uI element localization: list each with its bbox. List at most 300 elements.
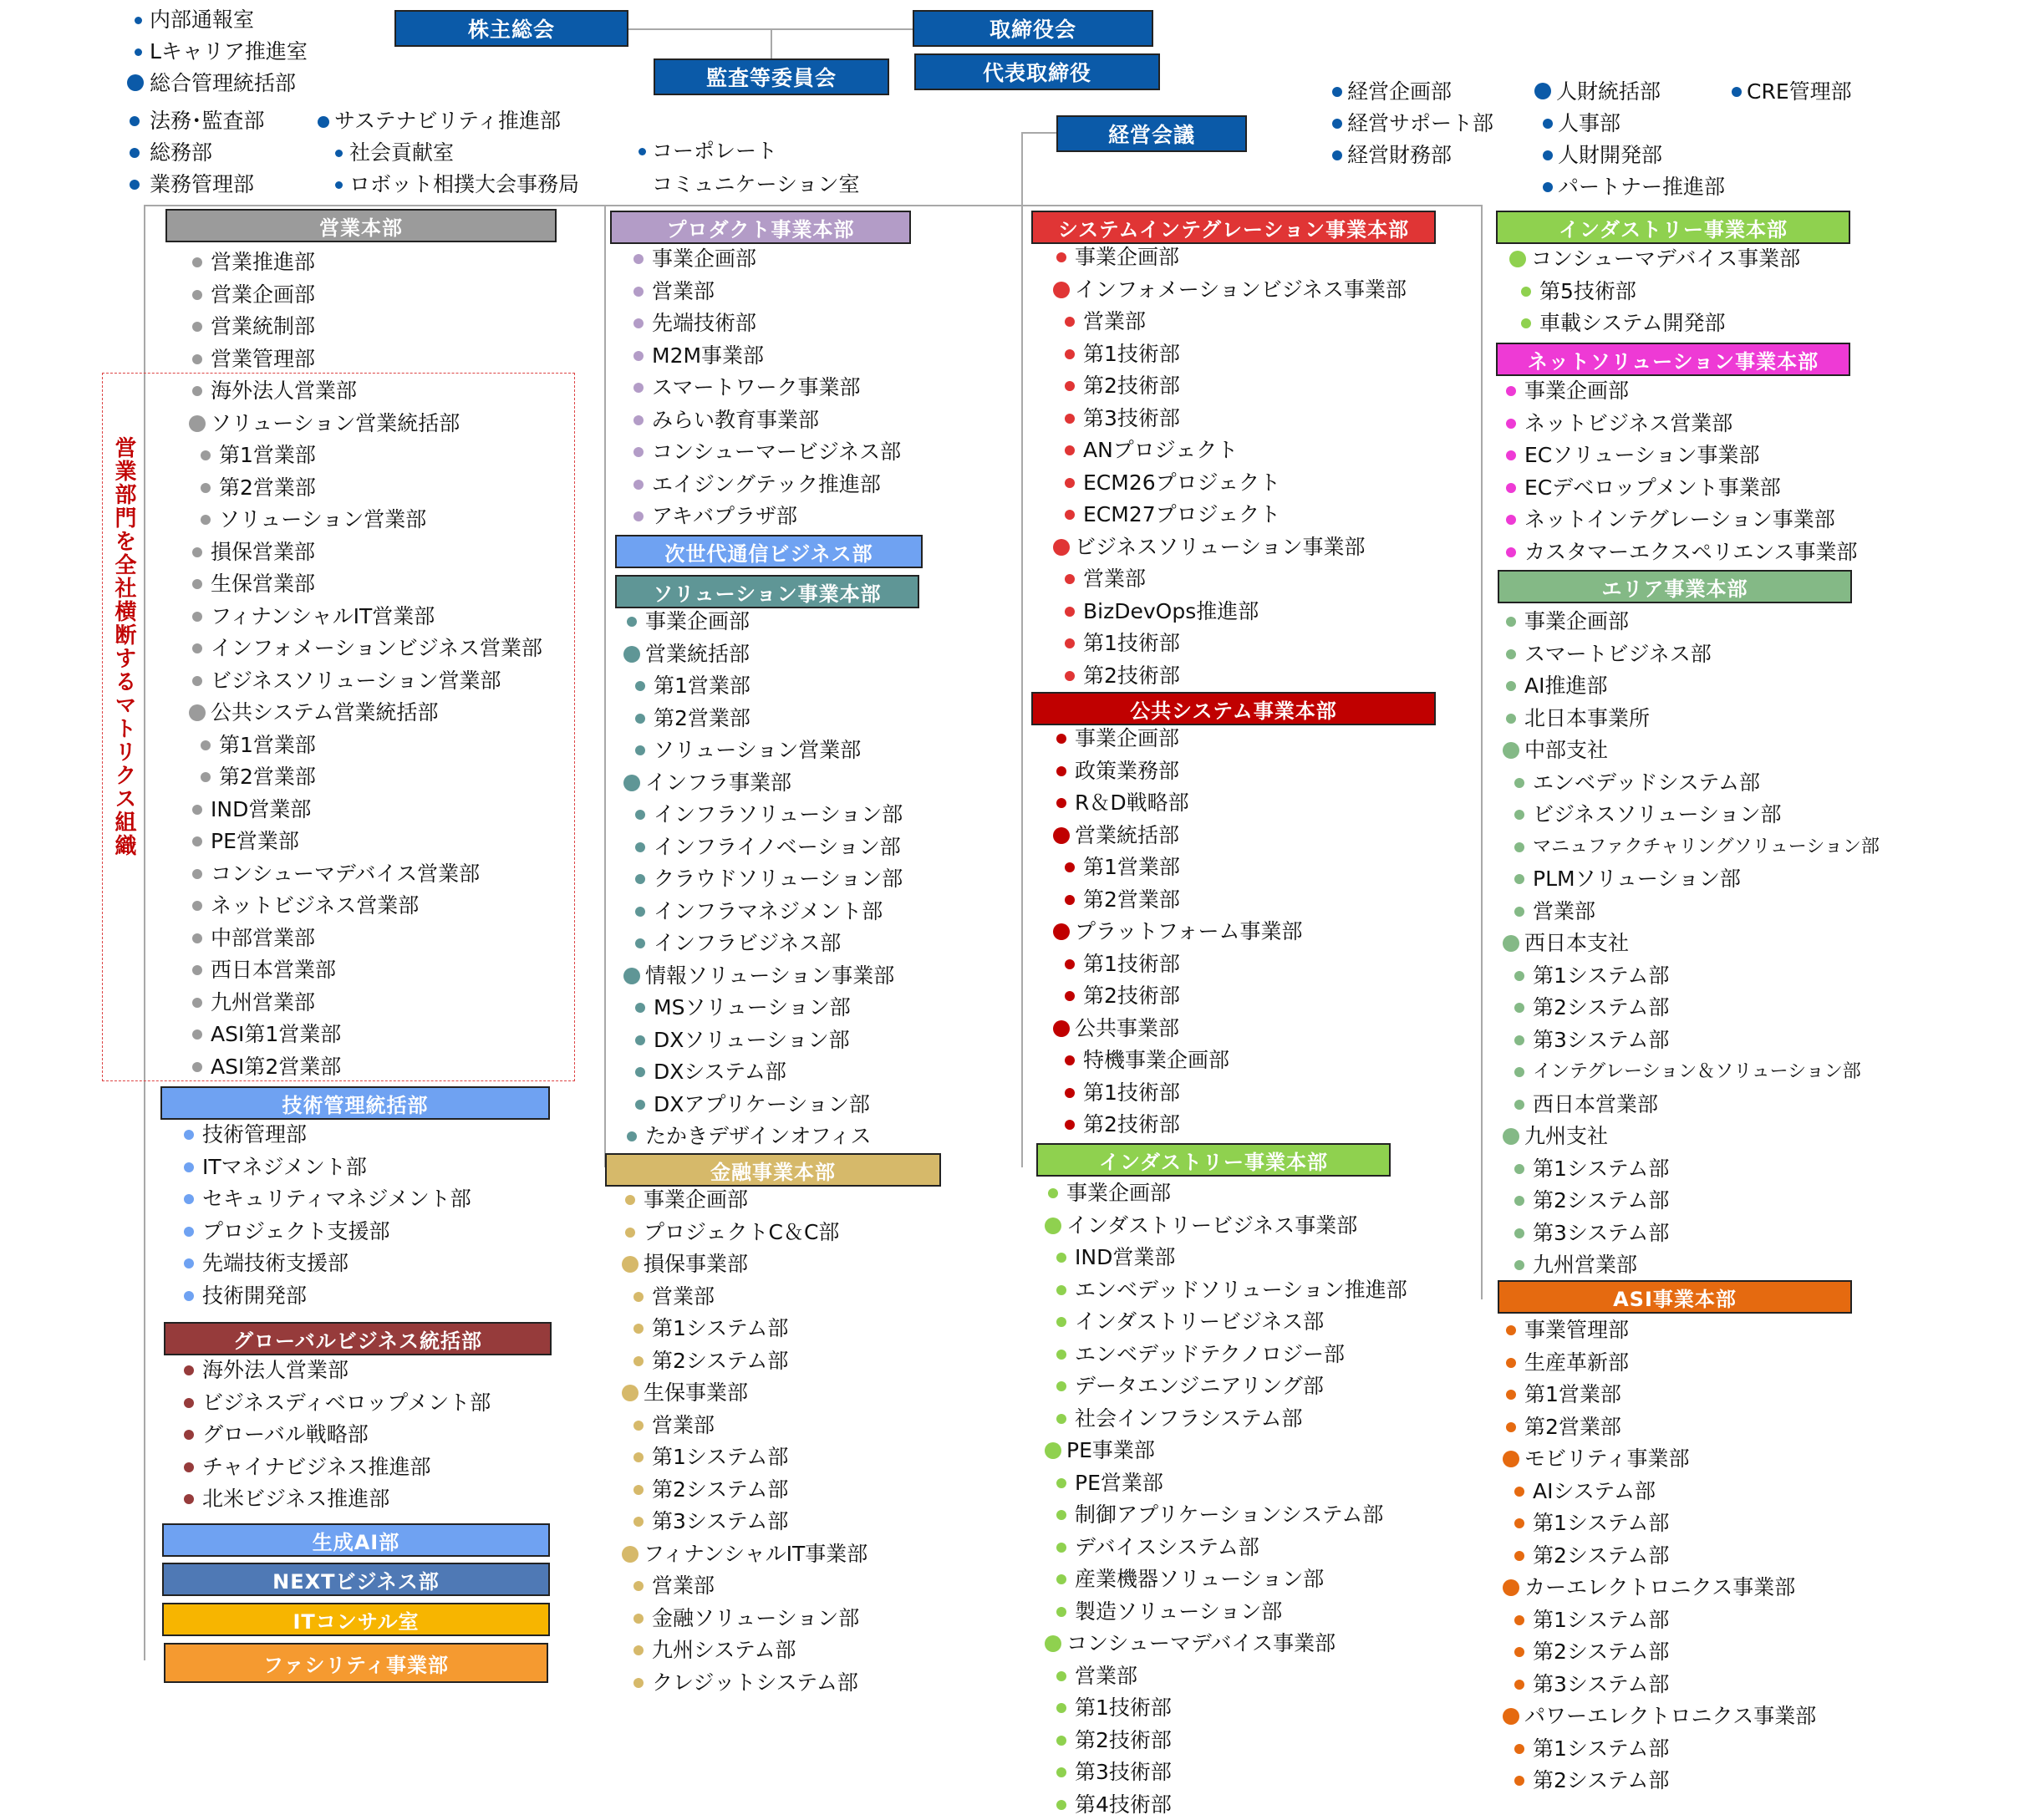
org-unit: インフォメーションビジネス営業部 — [211, 636, 543, 660]
org-unit: 特機事業企画部 — [1083, 1048, 1230, 1072]
header-industry2: インダストリー事業本部 — [1496, 211, 1850, 244]
org-unit: クラウドソリューション部 — [654, 867, 903, 891]
item-dot — [192, 386, 202, 396]
staff-item: 人財統括部 — [1556, 79, 1661, 104]
header-asi: ASI事業本部 — [1498, 1280, 1852, 1314]
org-unit: 第1システム部 — [1533, 1511, 1670, 1535]
item-dot — [192, 901, 202, 911]
matrix-label: 営業部門を全社横断するマトリクス組織 — [111, 436, 136, 857]
item-dot — [1503, 1708, 1519, 1725]
org-unit: 車載システム開発部 — [1539, 311, 1726, 335]
item-dot — [1514, 778, 1524, 788]
org-unit: 第5技術部 — [1539, 278, 1636, 303]
item-dot — [1521, 287, 1531, 297]
item-dot — [1514, 1487, 1524, 1497]
org-unit: ECM26プロジェクト — [1083, 470, 1281, 495]
org-unit: 産業機器ソリューション部 — [1075, 1567, 1325, 1591]
item-dot — [1506, 617, 1516, 627]
item-dot — [1056, 1478, 1066, 1488]
org-unit: モビリティ事業部 — [1524, 1446, 1690, 1471]
org-unit: 営業部 — [1083, 567, 1147, 591]
item-dot — [1514, 1776, 1524, 1786]
org-unit: 社会インフラシステム部 — [1075, 1406, 1303, 1431]
connector-top-vertical — [771, 28, 772, 58]
org-unit: インフラ事業部 — [645, 770, 792, 795]
org-unit: チャイナビジネス推進部 — [202, 1454, 431, 1479]
org-unit: 海外法人営業部 — [202, 1358, 349, 1382]
item-dot — [635, 745, 645, 755]
staff-item: 法務･監査部 — [150, 109, 265, 133]
staff-dot — [1543, 150, 1553, 160]
item-dot — [633, 318, 644, 328]
item-dot — [1056, 1543, 1066, 1553]
header-jisedai: 次世代通信ビジネス部 — [615, 535, 923, 568]
item-dot — [1509, 251, 1526, 267]
item-dot — [1065, 445, 1075, 455]
org-unit: 第2技術部 — [1083, 1112, 1180, 1136]
org-unit: 西日本営業部 — [1533, 1091, 1659, 1116]
org-unit: PE営業部 — [211, 829, 299, 853]
item-dot — [1056, 1414, 1066, 1424]
item-dot — [633, 1485, 644, 1495]
item-dot — [1053, 1020, 1070, 1037]
item-dot — [192, 579, 202, 589]
org-unit: インフラソリューション部 — [654, 802, 903, 826]
item-dot — [1506, 1325, 1516, 1335]
item-dot — [184, 1130, 194, 1140]
org-unit: 第1システム部 — [1533, 1736, 1670, 1761]
item-dot — [633, 1678, 644, 1688]
item-dot — [192, 547, 202, 557]
org-unit: エンベデッドテクノロジー部 — [1075, 1341, 1346, 1366]
org-unit: M2M事業部 — [652, 343, 765, 368]
item-dot — [1503, 742, 1519, 759]
item-dot — [201, 515, 211, 525]
org-unit: インフラビジネス部 — [654, 931, 842, 955]
org-unit: DXソリューション部 — [654, 1027, 850, 1052]
staff-dot — [1534, 83, 1551, 99]
item-dot — [1056, 1350, 1066, 1360]
item-dot — [184, 1494, 194, 1504]
org-unit: 第2システム部 — [1533, 1188, 1670, 1212]
org-unit: 第1技術部 — [1075, 1695, 1172, 1720]
org-unit: 第1システム部 — [652, 1316, 789, 1340]
item-dot — [633, 1581, 644, 1591]
item-dot — [1514, 842, 1524, 852]
staff-dot — [127, 74, 144, 91]
item-dot — [1053, 923, 1070, 940]
item-dot — [633, 1452, 644, 1462]
org-unit: インフォメーションビジネス事業部 — [1075, 277, 1407, 302]
org-unit: ASI第1営業部 — [211, 1022, 342, 1046]
item-dot — [1065, 574, 1075, 584]
org-unit: ビジネスソリューション部 — [1533, 802, 1782, 826]
org-unit: マニュファクチャリングソリューション部 — [1533, 836, 1880, 857]
item-dot — [627, 617, 637, 627]
org-unit: 第2技術部 — [1083, 984, 1180, 1008]
org-unit: 第2システム部 — [652, 1477, 789, 1502]
item-dot — [633, 447, 644, 457]
item-dot — [1053, 827, 1070, 844]
org-unit: 第2営業部 — [219, 475, 316, 500]
item-dot — [1056, 1317, 1066, 1327]
org-unit: 営業部 — [1533, 898, 1596, 923]
org-unit: フィナンシャルIT事業部 — [644, 1541, 868, 1566]
org-unit: 中部営業部 — [211, 925, 316, 950]
item-dot — [1514, 1164, 1524, 1174]
org-unit: 金融ソリューション部 — [652, 1605, 860, 1630]
item-dot — [625, 1228, 635, 1238]
org-unit: 事業企画部 — [1075, 245, 1180, 269]
staff-dot — [135, 48, 142, 56]
item-dot — [201, 483, 211, 493]
staff-item: 経営企画部 — [1347, 79, 1453, 104]
staff-dot — [1543, 182, 1553, 192]
org-unit: 第3システム部 — [652, 1509, 789, 1533]
org-unit: 事業企画部 — [644, 1187, 749, 1212]
staff-item: CRE管理部 — [1747, 79, 1852, 104]
item-dot — [1514, 1067, 1524, 1077]
org-unit: エンベデッドソリューション推進部 — [1075, 1277, 1407, 1302]
org-unit: 第2技術部 — [1083, 374, 1180, 398]
item-dot — [1506, 547, 1516, 557]
org-unit: コンシューマデバイス事業部 — [1531, 247, 1801, 271]
item-dot — [1503, 1451, 1519, 1467]
org-unit: ネットビジネス営業部 — [211, 893, 420, 918]
org-unit: 損保営業部 — [211, 539, 316, 564]
staff-item: コミュニケーション室 — [652, 172, 860, 196]
keiei-box: 経営会議 — [1056, 115, 1247, 152]
org-unit: たかきデザインオフィス — [645, 1124, 872, 1148]
item-dot — [1506, 450, 1516, 460]
org-unit: AIシステム部 — [1533, 1478, 1656, 1503]
item-dot — [192, 1062, 202, 1072]
item-dot — [635, 842, 645, 852]
item-dot — [1506, 419, 1516, 429]
org-unit: 第1営業部 — [219, 443, 316, 467]
item-dot — [1045, 1442, 1061, 1459]
item-dot — [1065, 1120, 1075, 1130]
org-unit: スマートビジネス部 — [1524, 641, 1712, 666]
header-next: NEXTビジネス部 — [162, 1563, 550, 1596]
item-dot — [1506, 515, 1516, 525]
org-unit: 西日本支社 — [1524, 931, 1630, 955]
item-dot — [184, 1227, 194, 1237]
item-dot — [635, 810, 645, 820]
org-unit: 第2営業部 — [1083, 887, 1180, 912]
item-dot — [633, 1517, 644, 1527]
item-dot — [1056, 1574, 1066, 1584]
item-dot — [635, 714, 645, 724]
item-dot — [1521, 318, 1531, 328]
item-dot — [1065, 478, 1075, 488]
item-dot — [623, 646, 640, 663]
org-unit: 第2システム部 — [1533, 1543, 1670, 1568]
org-unit: 損保事業部 — [644, 1252, 749, 1276]
org-unit: インダストリービジネス事業部 — [1066, 1212, 1358, 1238]
item-dot — [633, 1645, 644, 1655]
org-unit: アキバプラザ部 — [652, 504, 798, 528]
connector-col3-vertical — [1021, 205, 1023, 1167]
header-netsol: ネットソリューション事業本部 — [1496, 343, 1850, 376]
item-dot — [1056, 734, 1066, 744]
item-dot — [1056, 1607, 1066, 1617]
item-dot — [1065, 991, 1075, 1001]
item-dot — [1506, 386, 1516, 396]
org-unit: フィナンシャルIT営業部 — [211, 603, 435, 628]
staff-dot — [135, 17, 142, 24]
item-dot — [1514, 1260, 1524, 1270]
org-unit: インダストリービジネス部 — [1075, 1309, 1325, 1334]
org-unit: クレジットシステム部 — [652, 1670, 858, 1695]
item-dot — [192, 322, 202, 332]
item-dot — [1056, 798, 1066, 808]
org-unit: 営業統括部 — [1075, 822, 1180, 847]
item-dot — [623, 775, 640, 791]
org-unit: ネットインテグレーション事業部 — [1524, 507, 1835, 531]
connector-main-horizontal — [144, 205, 1481, 206]
staff-item: 総合管理統括部 — [150, 71, 297, 95]
org-unit: 第1システム部 — [1533, 963, 1670, 988]
item-dot — [635, 1003, 645, 1013]
org-unit: 第2システム部 — [652, 1348, 789, 1373]
org-unit: 海外法人営業部 — [211, 379, 358, 403]
org-unit: エイジングテック推進部 — [652, 471, 881, 496]
item-dot — [633, 1356, 644, 1366]
org-unit: プラットフォーム事業部 — [1075, 919, 1303, 943]
item-dot — [184, 1291, 194, 1301]
item-dot — [1056, 1736, 1066, 1746]
org-unit: 制御アプリケーションシステム部 — [1075, 1502, 1384, 1527]
org-unit: 第2システム部 — [1533, 1640, 1670, 1664]
org-unit: パワーエレクトロニクス事業部 — [1524, 1704, 1817, 1728]
org-unit: グローバル戦略部 — [202, 1422, 369, 1446]
staff-item: 経営財務部 — [1347, 143, 1453, 167]
item-dot — [1065, 349, 1075, 359]
item-dot — [1514, 1615, 1524, 1625]
org-unit: 先端技術部 — [652, 311, 757, 335]
header-area: エリア事業本部 — [1498, 570, 1852, 603]
connector-col4-vertical — [1481, 205, 1483, 1299]
item-dot — [633, 1614, 644, 1624]
item-dot — [1045, 1218, 1061, 1234]
org-unit: 公共システム営業統括部 — [211, 700, 439, 724]
org-unit: ネットビジネス営業部 — [1524, 410, 1733, 435]
org-unit: コンシューマービジネス部 — [652, 440, 902, 464]
staff-item: 総務部 — [150, 140, 213, 165]
org-unit: 技術開発部 — [202, 1283, 308, 1308]
connector-col2-vertical — [604, 205, 606, 1167]
org-unit: 第1技術部 — [1083, 951, 1180, 976]
org-unit: インテグレーション＆ソリューション部 — [1533, 1061, 1861, 1082]
staff-dot — [130, 116, 140, 126]
item-dot — [1053, 539, 1070, 556]
item-dot — [1065, 1055, 1075, 1065]
item-dot — [1514, 971, 1524, 981]
org-unit: 北米ビジネス推進部 — [202, 1487, 390, 1511]
item-dot — [184, 1162, 194, 1172]
org-unit: 生産革新部 — [1524, 1350, 1630, 1375]
org-unit: MSソリューション部 — [654, 995, 851, 1019]
org-unit: 第2システム部 — [1533, 995, 1670, 1019]
staff-dot — [1543, 119, 1553, 129]
org-unit: 第3技術部 — [1075, 1760, 1172, 1784]
item-dot — [184, 1365, 194, 1375]
org-unit: インフラマネジメント部 — [654, 898, 883, 923]
item-dot — [633, 415, 644, 425]
item-dot — [1514, 1003, 1524, 1013]
item-dot — [192, 643, 202, 653]
item-dot — [633, 254, 644, 264]
org-unit: エンベデッドシステム部 — [1533, 770, 1761, 795]
item-dot — [623, 968, 640, 984]
item-dot — [1506, 649, 1516, 659]
item-dot — [1053, 282, 1070, 298]
item-dot — [1514, 1196, 1524, 1206]
item-dot — [635, 874, 645, 884]
staff-item: ロボット相撲大会事務局 — [349, 172, 580, 196]
org-unit: 先端技術支援部 — [202, 1251, 349, 1275]
org-unit: カスタマーエクスペリエンス事業部 — [1524, 539, 1858, 564]
staff-item: 人財開発部 — [1558, 143, 1663, 167]
item-dot — [1065, 959, 1075, 969]
kabunushi-box: 株主総会 — [394, 10, 628, 47]
item-dot — [1503, 1579, 1519, 1596]
org-unit: 北日本事業所 — [1524, 705, 1651, 730]
org-unit: コンシューマデバイス営業部 — [211, 861, 481, 886]
item-dot — [189, 415, 206, 432]
item-dot — [1514, 810, 1524, 820]
item-dot — [192, 612, 202, 622]
item-dot — [1056, 1510, 1066, 1520]
header-eigyo: 営業本部 — [165, 209, 557, 242]
torishimari-box: 取締役会 — [913, 10, 1153, 47]
item-dot — [192, 1029, 202, 1040]
staff-dot — [318, 116, 329, 128]
staff-dot — [1332, 119, 1342, 129]
org-unit: 政策業務部 — [1075, 758, 1180, 783]
item-dot — [622, 1256, 639, 1273]
staff-dot — [130, 148, 140, 158]
org-unit: 第1営業部 — [219, 732, 316, 757]
org-unit: 第1技術部 — [1083, 631, 1180, 655]
org-unit: デバイスシステム部 — [1075, 1534, 1259, 1559]
staff-item: 人事部 — [1558, 111, 1621, 135]
item-dot — [1065, 414, 1075, 424]
org-unit: 第1営業部 — [654, 674, 750, 698]
connector-keiei-horizontal — [1021, 132, 1056, 134]
org-unit: データエンジニアリング部 — [1075, 1374, 1324, 1398]
org-unit: インフライノベーション部 — [654, 834, 901, 859]
org-unit: プロジェクト支援部 — [202, 1218, 390, 1243]
org-unit: 第1営業部 — [1083, 855, 1180, 879]
org-unit: 第1システム部 — [1533, 1607, 1670, 1632]
staff-item: パートナー推進部 — [1558, 175, 1726, 199]
org-unit: ビジネスソリューション営業部 — [211, 668, 501, 693]
org-unit: 営業推進部 — [211, 250, 316, 274]
org-unit: 第2営業部 — [654, 705, 750, 730]
item-dot — [635, 907, 645, 917]
item-dot — [1065, 607, 1075, 617]
org-unit: 生保営業部 — [211, 572, 316, 596]
item-dot — [1514, 1100, 1524, 1110]
item-dot — [633, 351, 644, 361]
org-unit: 西日本営業部 — [211, 958, 337, 982]
staff-dot — [1332, 150, 1342, 160]
item-dot — [633, 287, 644, 297]
org-unit: 営業部 — [1083, 309, 1147, 333]
staff-item: サステナビリティ推進部 — [334, 109, 562, 133]
item-dot — [192, 998, 202, 1008]
org-unit: 第3技術部 — [1083, 405, 1180, 430]
item-dot — [1506, 483, 1516, 493]
org-unit: 事業管理部 — [1524, 1318, 1630, 1342]
org-unit: PE営業部 — [1075, 1470, 1163, 1495]
org-unit: 事業企画部 — [1066, 1181, 1172, 1205]
item-dot — [1065, 510, 1075, 520]
item-dot — [1056, 1800, 1066, 1810]
org-unit: 中部支社 — [1524, 738, 1609, 762]
item-dot — [627, 1131, 637, 1141]
kansa-box: 監査等委員会 — [654, 58, 889, 95]
item-dot — [1506, 1422, 1516, 1432]
org-unit: 第1技術部 — [1083, 341, 1180, 366]
header-kokyo: 公共システム事業本部 — [1031, 692, 1436, 725]
item-dot — [633, 1292, 644, 1302]
org-unit: 第3システム部 — [1533, 1027, 1670, 1052]
org-unit: 営業統括部 — [645, 641, 750, 666]
org-unit: 第2技術部 — [1075, 1727, 1172, 1752]
item-dot — [1514, 1680, 1524, 1690]
org-unit: 九州営業部 — [1533, 1253, 1638, 1277]
org-unit: ANプロジェクト — [1083, 438, 1239, 462]
item-dot — [184, 1398, 194, 1408]
org-unit: PE事業部 — [1066, 1438, 1155, 1462]
item-dot — [192, 354, 202, 364]
item-dot — [1506, 714, 1516, 724]
org-unit: ASI第2営業部 — [211, 1054, 342, 1079]
org-unit: 第4技術部 — [1075, 1792, 1172, 1817]
staff-item: Lキャリア推進室 — [150, 39, 308, 64]
org-unit: ECデベロップメント事業部 — [1524, 475, 1781, 500]
item-dot — [1056, 252, 1066, 262]
item-dot — [201, 740, 211, 750]
item-dot — [184, 1430, 194, 1440]
org-unit: 第1技術部 — [1083, 1080, 1180, 1105]
item-dot — [635, 681, 645, 691]
connector-keiei-vertical — [1021, 132, 1023, 207]
item-dot — [1503, 1128, 1519, 1145]
item-dot — [635, 1067, 645, 1077]
org-unit: カーエレクトロニクス事業部 — [1524, 1575, 1796, 1599]
item-dot — [192, 836, 202, 846]
item-dot — [1514, 1228, 1524, 1238]
item-dot — [1506, 681, 1516, 691]
item-dot — [633, 480, 644, 490]
org-unit: 第3システム部 — [1533, 1671, 1670, 1696]
item-dot — [192, 290, 202, 300]
org-unit: セキュリティマネジメント部 — [202, 1187, 471, 1211]
item-dot — [1065, 381, 1075, 391]
staff-dot — [639, 148, 646, 155]
item-dot — [184, 1194, 194, 1204]
org-unit: ECソリューション事業部 — [1524, 443, 1760, 467]
staff-item: コーポレート — [652, 139, 778, 163]
item-dot — [1503, 935, 1519, 952]
item-dot — [625, 1195, 635, 1205]
org-unit: 営業統制部 — [211, 314, 316, 338]
org-unit: コンシューマデバイス事業部 — [1066, 1631, 1336, 1655]
